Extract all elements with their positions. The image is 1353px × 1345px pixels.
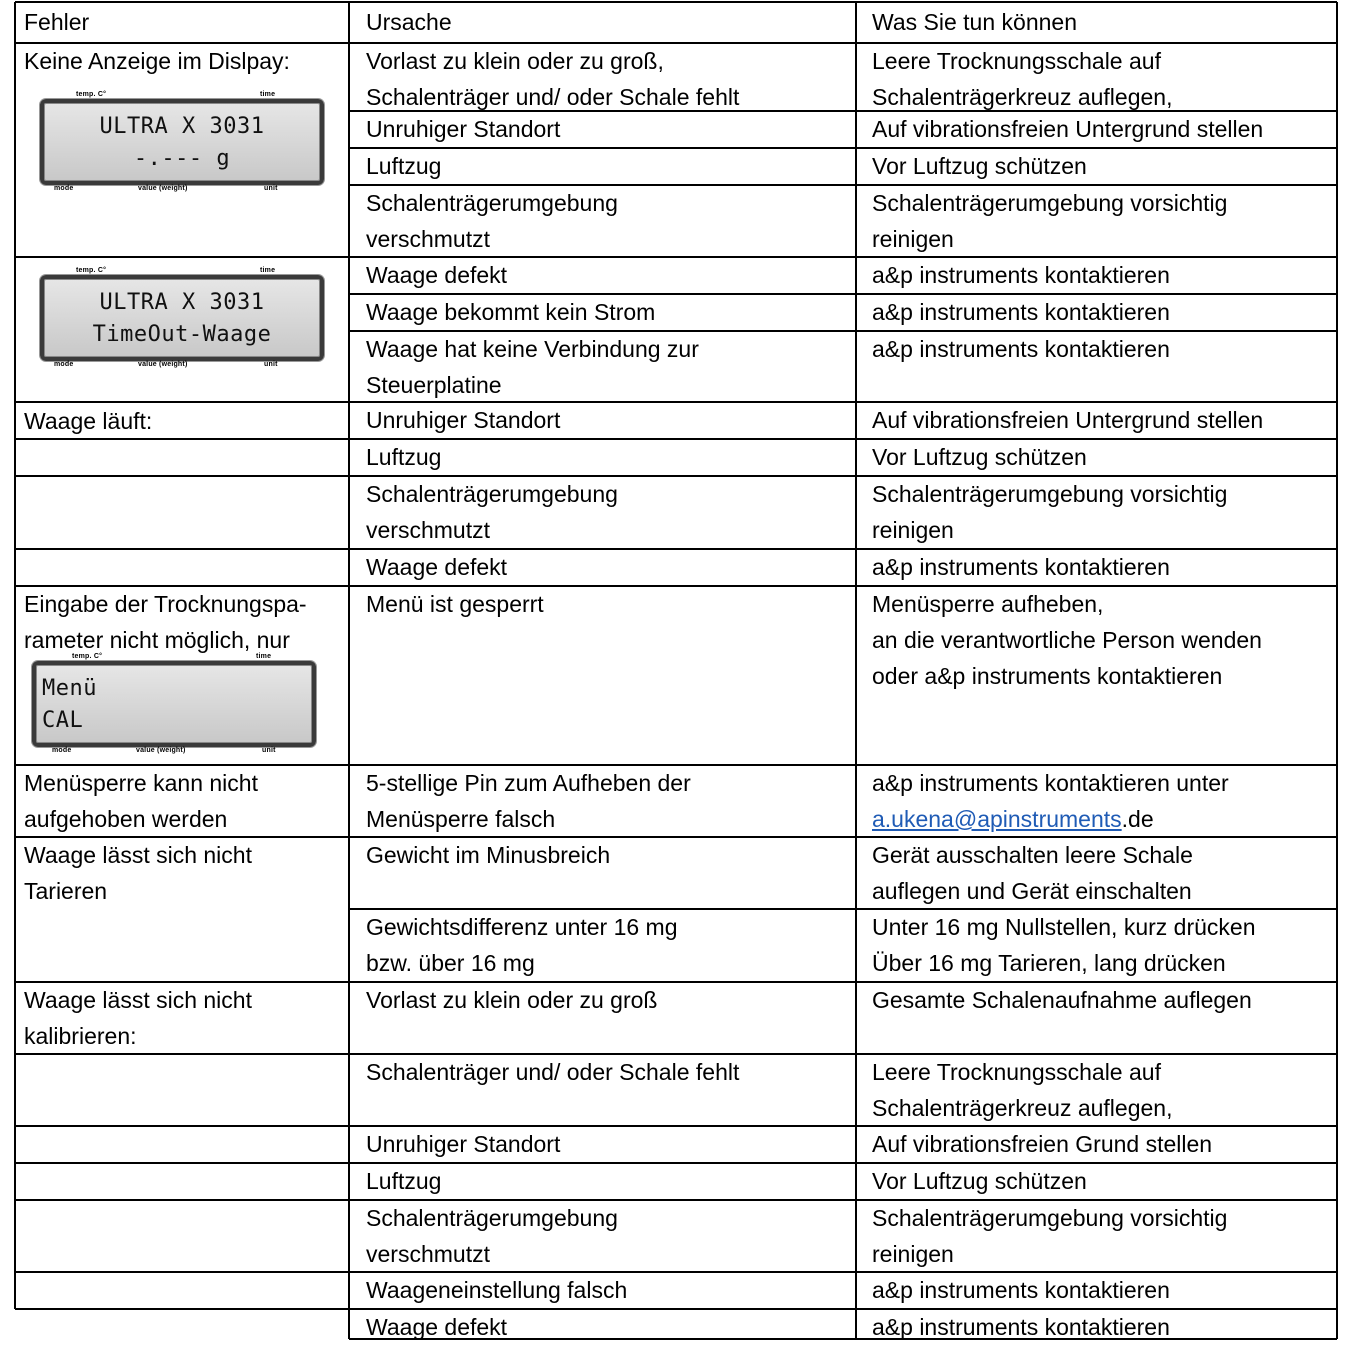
action-line: Auf vibrationsfreien Untergrund stellen: [872, 116, 1264, 142]
cause-line: bzw. über 16 mg: [366, 950, 535, 976]
cause-line: verschmutzt: [366, 226, 490, 252]
cause-cell: [366, 1272, 627, 1308]
lcd-label-mode: mode: [54, 185, 74, 192]
action-line: reinigen: [872, 517, 954, 543]
action-cell: [872, 586, 1262, 694]
action-line: Schalenträgerkreuz auflegen,: [872, 1095, 1173, 1121]
header-massnahme: Was Sie tun können: [872, 9, 1077, 35]
email-suffix: .de: [1121, 806, 1154, 832]
action-cell: [872, 111, 1263, 147]
action-cell: [872, 1309, 1170, 1345]
cause-line: Schalenträgerumgebung: [366, 190, 618, 216]
cause-cell: [366, 1309, 507, 1345]
cause-line: Schalenträgerumgebung: [366, 481, 618, 507]
error-line: Tarieren: [24, 878, 108, 904]
cause-cell: [366, 185, 618, 257]
action-cell: [872, 148, 1087, 184]
lcd-line-1: Menü: [42, 676, 97, 701]
action-cell: [872, 1163, 1087, 1199]
lcd-screen: [32, 661, 316, 747]
action-line: Leere Trocknungsschale auf: [872, 1059, 1161, 1085]
cause-cell: [366, 765, 691, 837]
lcd-label-unit: unit: [262, 747, 276, 754]
cause-line: Gewicht im Minusbreich: [366, 842, 611, 868]
action-line: Leere Trocknungsschale auf: [872, 48, 1161, 74]
cause-line: Waage defekt: [366, 1314, 508, 1340]
action-cell: [872, 402, 1263, 438]
lcd-bottom-labels: [24, 746, 324, 756]
cause-line: Unruhiger Standort: [366, 116, 561, 142]
cause-line: Vorlast zu klein oder zu groß,: [366, 48, 664, 74]
cause-cell: [366, 909, 678, 981]
header-ursache: Ursache: [366, 9, 452, 35]
error-menu-lock: [24, 765, 258, 837]
action-cell: [872, 257, 1170, 293]
cause-line: Vorlast zu klein oder zu groß: [366, 987, 658, 1013]
cause-cell: [366, 1054, 739, 1090]
cause-line: Menüsperre falsch: [366, 806, 556, 832]
action-line: Schalenträgerumgebung vorsichtig: [872, 481, 1228, 507]
error-no-parameter-input: [24, 586, 307, 658]
action-line: a&p instruments kontaktieren: [872, 554, 1170, 580]
cause-cell: [366, 476, 618, 548]
action-cell: [872, 43, 1172, 115]
cause-line: Menü ist gesperrt: [366, 591, 544, 617]
cause-cell: [366, 111, 560, 147]
lcd-label-temp: temp. C°: [72, 653, 103, 660]
action-cell: [872, 439, 1087, 475]
error-scale-running: Waage läuft:: [24, 408, 153, 434]
lcd-line-1: ULTRA X 3031: [99, 290, 265, 315]
error-line: aufgehoben werden: [24, 806, 228, 832]
error-no-calibration: [24, 982, 252, 1054]
lcd-label-mode: mode: [54, 361, 74, 368]
action-line: oder a&p instruments kontaktieren: [872, 663, 1223, 689]
lcd-label-value: value (weight): [136, 747, 186, 754]
cause-line: Schalenträger und/ oder Schale fehlt: [366, 84, 740, 110]
cause-cell: [366, 439, 441, 475]
cause-line: Unruhiger Standort: [366, 1131, 561, 1157]
lcd-label-time: time: [260, 91, 276, 98]
action-line: auflegen und Gerät einschalten: [872, 878, 1192, 904]
lcd-bottom-labels: [32, 360, 332, 370]
action-line: Schalenträgerkreuz auflegen,: [872, 84, 1173, 110]
action-line: Gerät ausschalten leere Schale: [872, 842, 1193, 868]
action-line: reinigen: [872, 1241, 954, 1267]
lcd-line-2: CAL: [42, 708, 84, 733]
action-cell: [872, 549, 1170, 585]
cause-cell: [366, 1200, 618, 1272]
action-cell: [872, 1126, 1212, 1162]
cause-line: Unruhiger Standort: [366, 407, 561, 433]
action-line: Schalenträgerumgebung vorsichtig: [872, 190, 1228, 216]
cause-line: Waage defekt: [366, 554, 508, 580]
lcd-screen: [40, 99, 324, 185]
action-cell: [872, 185, 1227, 257]
lcd-display-no-display: [32, 90, 332, 194]
lcd-label-time: time: [256, 653, 272, 660]
action-line: Vor Luftzug schützen: [872, 1168, 1087, 1194]
cause-line: Schalenträgerumgebung: [366, 1205, 618, 1231]
cause-line: Luftzug: [366, 444, 442, 470]
action-line: a&p instruments kontaktieren: [872, 336, 1170, 362]
action-line: Über 16 mg Tarieren, lang drücken: [872, 950, 1226, 976]
action-line: Vor Luftzug schützen: [872, 153, 1087, 179]
cause-cell: [366, 43, 739, 115]
cause-line: Waageneinstellung falsch: [366, 1277, 628, 1303]
cause-cell: [366, 294, 655, 330]
header-fehler: Fehler: [24, 9, 90, 35]
action-line: Unter 16 mg Nullstellen, kurz drücken: [872, 914, 1256, 940]
lcd-label-unit: unit: [264, 361, 278, 368]
cause-line: Steuerplatine: [366, 372, 502, 398]
lcd-label-time: time: [260, 267, 276, 274]
cause-line: 5-stellige Pin zum Aufheben der: [366, 770, 691, 796]
lcd-label-unit: unit: [264, 185, 278, 192]
cause-line: Luftzug: [366, 1168, 442, 1194]
action-line: a&p instruments kontaktieren: [872, 1277, 1170, 1303]
cause-line: verschmutzt: [366, 1241, 490, 1267]
email-line: [872, 801, 1229, 837]
lcd-label-value: value (weight): [138, 361, 188, 368]
action-cell: [872, 765, 1229, 837]
cause-cell: [366, 1126, 560, 1162]
lcd-label-mode: mode: [52, 747, 72, 754]
lcd-display-menu-cal: [24, 652, 324, 756]
action-cell: [872, 837, 1193, 909]
cause-cell: [366, 586, 544, 622]
lcd-label-temp: temp. C°: [76, 267, 107, 274]
lcd-line-2: -.--- g: [133, 146, 231, 171]
cause-line: verschmutzt: [366, 517, 490, 543]
action-cell: [872, 909, 1256, 981]
action-cell: [872, 1200, 1227, 1272]
action-line: Menüsperre aufheben,: [872, 591, 1104, 617]
cause-line: Waage hat keine Verbindung zur: [366, 336, 699, 362]
action-cell: [872, 1272, 1170, 1308]
action-line: Auf vibrationsfreien Grund stellen: [872, 1131, 1213, 1157]
cause-cell: [366, 148, 441, 184]
lcd-line-2: TimeOut-Waage: [92, 322, 272, 347]
action-line: Vor Luftzug schützen: [872, 444, 1087, 470]
email-link[interactable]: a.ukena@apinstruments: [872, 806, 1122, 832]
action-cell: [872, 331, 1170, 367]
action-line: reinigen: [872, 226, 954, 252]
cause-line: Waage defekt: [366, 262, 508, 288]
error-line: kalibrieren:: [24, 1023, 137, 1049]
cause-cell: [366, 257, 507, 293]
cause-cell: [366, 402, 560, 438]
action-line: an die verantwortliche Person wenden: [872, 627, 1262, 653]
cause-cell: [366, 837, 610, 873]
action-line: a&p instruments kontaktieren: [872, 1314, 1170, 1340]
error-line: rameter nicht möglich, nur: [24, 627, 290, 653]
error-line: Menüsperre kann nicht: [24, 770, 258, 796]
action-cell: [872, 476, 1227, 548]
lcd-line-1: ULTRA X 3031: [99, 114, 265, 139]
lcd-label-value: value (weight): [138, 185, 188, 192]
action-line: Schalenträgerumgebung vorsichtig: [872, 1205, 1228, 1231]
action-line: a&p instruments kontaktieren: [872, 262, 1170, 288]
cause-line: Waage bekommt kein Strom: [366, 299, 656, 325]
cause-line: Luftzug: [366, 153, 442, 179]
action-cell: [872, 1054, 1172, 1126]
action-cell: [872, 294, 1170, 330]
cause-cell: [366, 982, 657, 1018]
error-no-display: Keine Anzeige im Dislpay:: [24, 48, 290, 74]
lcd-screen: [40, 275, 324, 361]
error-line: Waage lässt sich nicht: [24, 987, 252, 1013]
error-no-tare: [24, 837, 252, 909]
cause-cell: [366, 549, 507, 585]
action-line: Gesamte Schalenaufnahme auflegen: [872, 987, 1252, 1013]
action-line: Auf vibrationsfreien Untergrund stellen: [872, 407, 1264, 433]
error-line: Waage lässt sich nicht: [24, 842, 252, 868]
error-line: Eingabe der Trocknungspa-: [24, 591, 307, 617]
lcd-display-timeout: [32, 266, 332, 370]
lcd-label-temp: temp. C°: [76, 91, 107, 98]
cause-line: Gewichtsdifferenz unter 16 mg: [366, 914, 678, 940]
action-line: a&p instruments kontaktieren unter: [872, 770, 1229, 796]
cause-cell: [366, 1163, 441, 1199]
action-line: a&p instruments kontaktieren: [872, 299, 1170, 325]
cause-cell: [366, 331, 699, 403]
action-cell: [872, 982, 1252, 1018]
lcd-bottom-labels: [32, 184, 332, 194]
cause-line: Schalenträger und/ oder Schale fehlt: [366, 1059, 740, 1085]
